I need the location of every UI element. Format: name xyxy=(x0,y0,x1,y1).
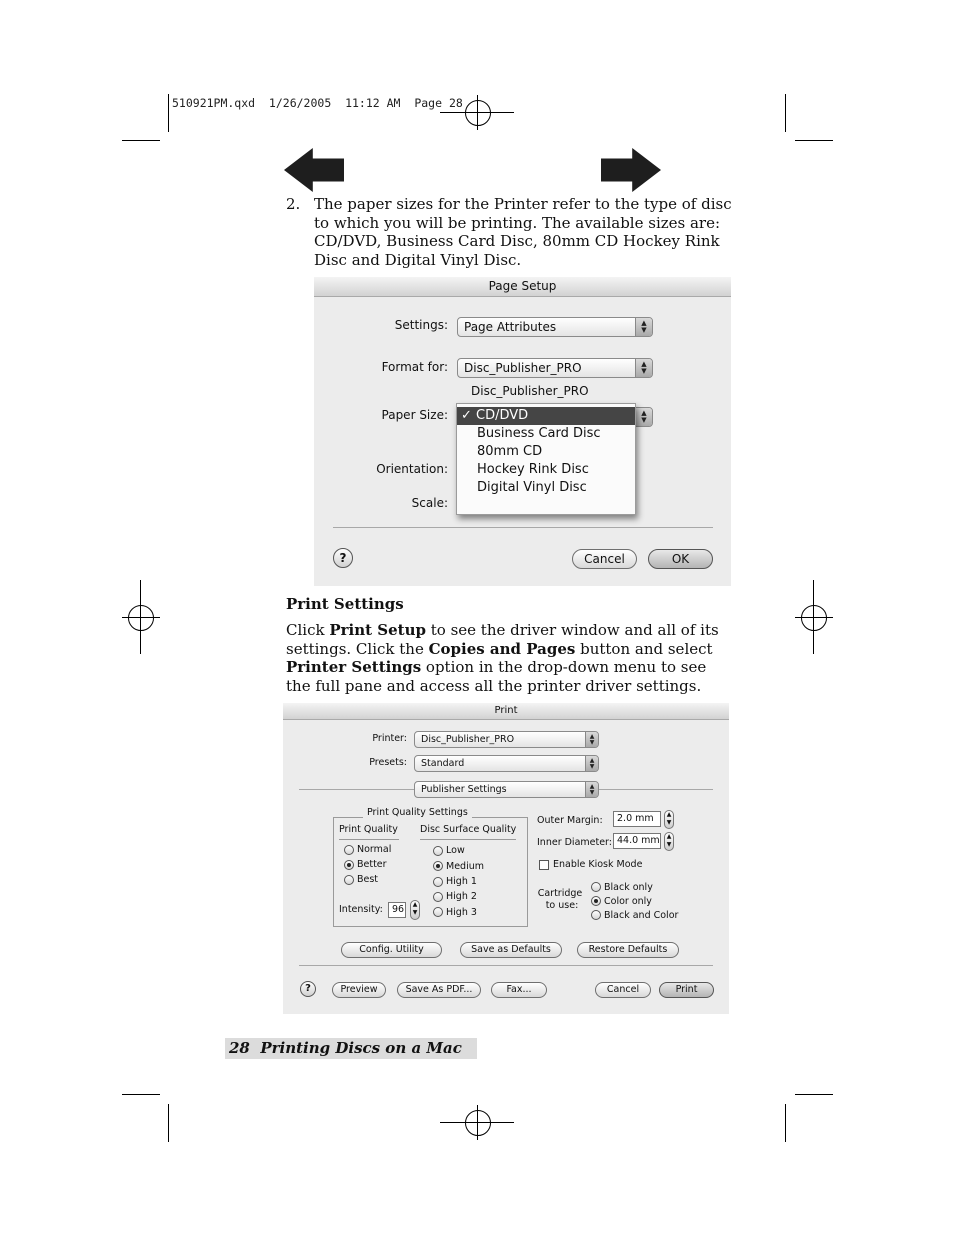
dialog-title: Page Setup xyxy=(314,277,731,297)
crop-mark xyxy=(440,1122,514,1123)
quality-better-radio[interactable] xyxy=(344,860,354,870)
print-quality-header: Print Quality xyxy=(339,824,398,835)
crop-mark xyxy=(168,94,169,132)
divider xyxy=(420,839,516,840)
pane-value: Publisher Settings xyxy=(421,784,507,795)
save-defaults-button[interactable]: Save as Defaults xyxy=(460,942,562,958)
right-arrow-icon[interactable] xyxy=(601,148,661,192)
orientation-label: Orientation: xyxy=(376,462,448,476)
settings-label: Settings: xyxy=(394,318,448,332)
registration-mark-icon xyxy=(465,100,491,126)
step-number: 2. xyxy=(286,195,301,213)
menu-item-cd-dvd[interactable]: ✓ CD/DVD xyxy=(457,407,635,425)
menu-item-business-card-disc[interactable]: Business Card Disc xyxy=(477,426,601,441)
printer-label: Printer: xyxy=(372,733,407,744)
cartridge-label: Cartridge xyxy=(537,888,583,899)
crop-mark xyxy=(122,1094,160,1095)
page-number: 28 xyxy=(229,1039,250,1057)
registration-mark-icon xyxy=(465,1110,491,1136)
help-icon[interactable]: ? xyxy=(300,981,316,997)
para-bold-printer-settings: Printer Settings xyxy=(286,658,422,676)
surface-medium-radio[interactable] xyxy=(433,861,443,871)
help-icon[interactable]: ? xyxy=(333,548,353,568)
divider xyxy=(299,965,713,966)
cartridge-color-label: Color only xyxy=(604,896,652,907)
popup-arrows-icon: ▲ ▼ xyxy=(585,732,598,747)
registration-mark-icon xyxy=(801,605,827,631)
surface-high2-radio[interactable] xyxy=(433,892,443,902)
crop-mark xyxy=(785,94,786,132)
para-bold-copies-pages: Copies and Pages xyxy=(428,639,576,658)
cartridge-black-color-label: Black and Color xyxy=(604,910,679,921)
quality-best-label: Best xyxy=(357,874,379,885)
presets-popup[interactable] xyxy=(414,755,599,772)
kiosk-mode-checkbox[interactable] xyxy=(539,860,549,870)
crop-mark xyxy=(168,1104,169,1142)
para-text: option in the drop-down menu to see the full pane and access all the printer driver settings. xyxy=(286,658,707,695)
intensity-label: Intensity: xyxy=(339,904,383,915)
format-value: Disc_Publisher_PRO xyxy=(464,361,582,375)
popup-arrows-icon: ▲ ▼ xyxy=(585,756,598,771)
cartridge-black-radio[interactable] xyxy=(591,882,601,892)
step-text: The paper sizes for the Printer refer to the type of disc to which you will be printing. The available sizes are: CD/DVD, Business Card Disc, 80mm CD Hockey Rink Disc and Digital Vinyl Disc. xyxy=(314,195,732,269)
crop-mark xyxy=(440,112,514,113)
config-utility-button[interactable]: Config. Utility xyxy=(341,942,442,958)
cancel-button[interactable]: Cancel xyxy=(572,549,637,569)
footer xyxy=(229,1039,462,1057)
quality-normal-radio[interactable] xyxy=(344,845,354,855)
surface-high2-label: High 2 xyxy=(446,891,477,902)
crop-mark xyxy=(785,1104,786,1142)
surface-high3-label: High 3 xyxy=(446,907,477,918)
registration-mark-icon xyxy=(128,605,154,631)
para-text: to see the driver window and all of its settings. Click the xyxy=(286,621,719,658)
popup-arrows-icon: ▲ ▼ xyxy=(635,318,652,336)
quality-better-label: Better xyxy=(357,859,387,870)
intensity-stepper[interactable]: ▲ ▼ xyxy=(410,900,420,920)
print-settings-heading: Print Settings xyxy=(286,595,404,613)
settings-popup[interactable] xyxy=(457,317,653,337)
scale-label: Scale: xyxy=(411,496,448,510)
popup-arrows-icon: ▲ ▼ xyxy=(585,782,598,797)
pane-popup[interactable] xyxy=(414,781,599,798)
presets-value: Standard xyxy=(421,758,465,769)
surface-high3-radio[interactable] xyxy=(433,907,443,917)
paper-size-menu[interactable] xyxy=(456,403,636,515)
print-dialog xyxy=(283,703,729,1014)
kiosk-mode-label: Enable Kiosk Mode xyxy=(553,859,643,870)
inner-diameter-field[interactable]: 44.0 mm xyxy=(613,833,661,849)
para-text: button and select xyxy=(575,639,713,658)
cartridge-color-radio[interactable] xyxy=(591,896,601,906)
cartridge-black-label: Black only xyxy=(604,882,653,893)
fax-button[interactable]: Fax... xyxy=(491,982,547,998)
quality-normal-label: Normal xyxy=(357,844,392,855)
crop-mark xyxy=(122,140,160,141)
print-button[interactable]: Print xyxy=(659,982,714,998)
inner-diameter-label: Inner Diameter: xyxy=(537,837,612,848)
divider xyxy=(333,527,713,528)
format-subtitle: Disc_Publisher_PRO xyxy=(471,384,589,398)
para-text: Click xyxy=(286,621,330,639)
outer-margin-label: Outer Margin: xyxy=(537,815,603,826)
cancel-button[interactable]: Cancel xyxy=(595,982,651,998)
group-title: Print Quality Settings xyxy=(363,807,472,818)
print-settings-paragraph xyxy=(286,621,726,695)
intensity-field[interactable]: 96 xyxy=(388,902,406,918)
popup-arrows-icon: ▲ ▼ xyxy=(635,408,652,426)
menu-item-80mm-cd[interactable]: 80mm CD xyxy=(477,444,543,459)
outer-margin-field[interactable]: 2.0 mm xyxy=(613,811,661,827)
divider xyxy=(339,839,399,840)
surface-medium-label: Medium xyxy=(446,861,484,872)
section-title: Printing Discs on a Mac xyxy=(260,1039,462,1057)
crop-mark xyxy=(795,1094,833,1095)
popup-arrows-icon: ▲ ▼ xyxy=(635,359,652,377)
preview-button[interactable]: Preview xyxy=(332,982,386,998)
paper-size-label: Paper Size: xyxy=(381,408,448,422)
surface-low-radio[interactable] xyxy=(433,846,443,856)
presets-label: Presets: xyxy=(369,757,407,768)
left-arrow-icon[interactable] xyxy=(284,148,344,192)
surface-quality-header: Disc Surface Quality xyxy=(420,824,517,835)
ok-button[interactable]: OK xyxy=(648,549,713,569)
cartridge-black-color-radio[interactable] xyxy=(591,910,601,920)
surface-low-label: Low xyxy=(446,845,465,856)
format-label: Format for: xyxy=(381,360,448,374)
file-slug: 510921PM.qxd 1/26/2005 11:12 AM Page 28 xyxy=(172,96,463,110)
crop-mark xyxy=(122,617,160,618)
menu-item-digital-vinyl-disc[interactable]: Digital Vinyl Disc xyxy=(477,480,587,495)
quality-best-radio[interactable] xyxy=(344,875,354,885)
crop-mark xyxy=(795,617,833,618)
outer-margin-stepper[interactable]: ▲ ▼ xyxy=(664,810,674,829)
menu-item-hockey-rink-disc[interactable]: Hockey Rink Disc xyxy=(477,462,589,477)
surface-high1-label: High 1 xyxy=(446,876,477,887)
save-pdf-button[interactable]: Save As PDF... xyxy=(397,982,481,998)
surface-high1-radio[interactable] xyxy=(433,877,443,887)
inner-diameter-stepper[interactable]: ▲ ▼ xyxy=(664,832,674,851)
page-setup-dialog xyxy=(314,277,731,586)
printer-popup[interactable] xyxy=(414,731,599,748)
crop-mark xyxy=(795,140,833,141)
cartridge-label-2: to use: xyxy=(545,900,579,911)
settings-value: Page Attributes xyxy=(464,320,557,334)
restore-defaults-button[interactable]: Restore Defaults xyxy=(577,942,679,958)
dialog-title: Print xyxy=(283,703,729,720)
para-bold-print-setup: Print Setup xyxy=(329,621,426,639)
format-popup[interactable] xyxy=(457,358,653,378)
printer-value: Disc_Publisher_PRO xyxy=(421,734,515,745)
